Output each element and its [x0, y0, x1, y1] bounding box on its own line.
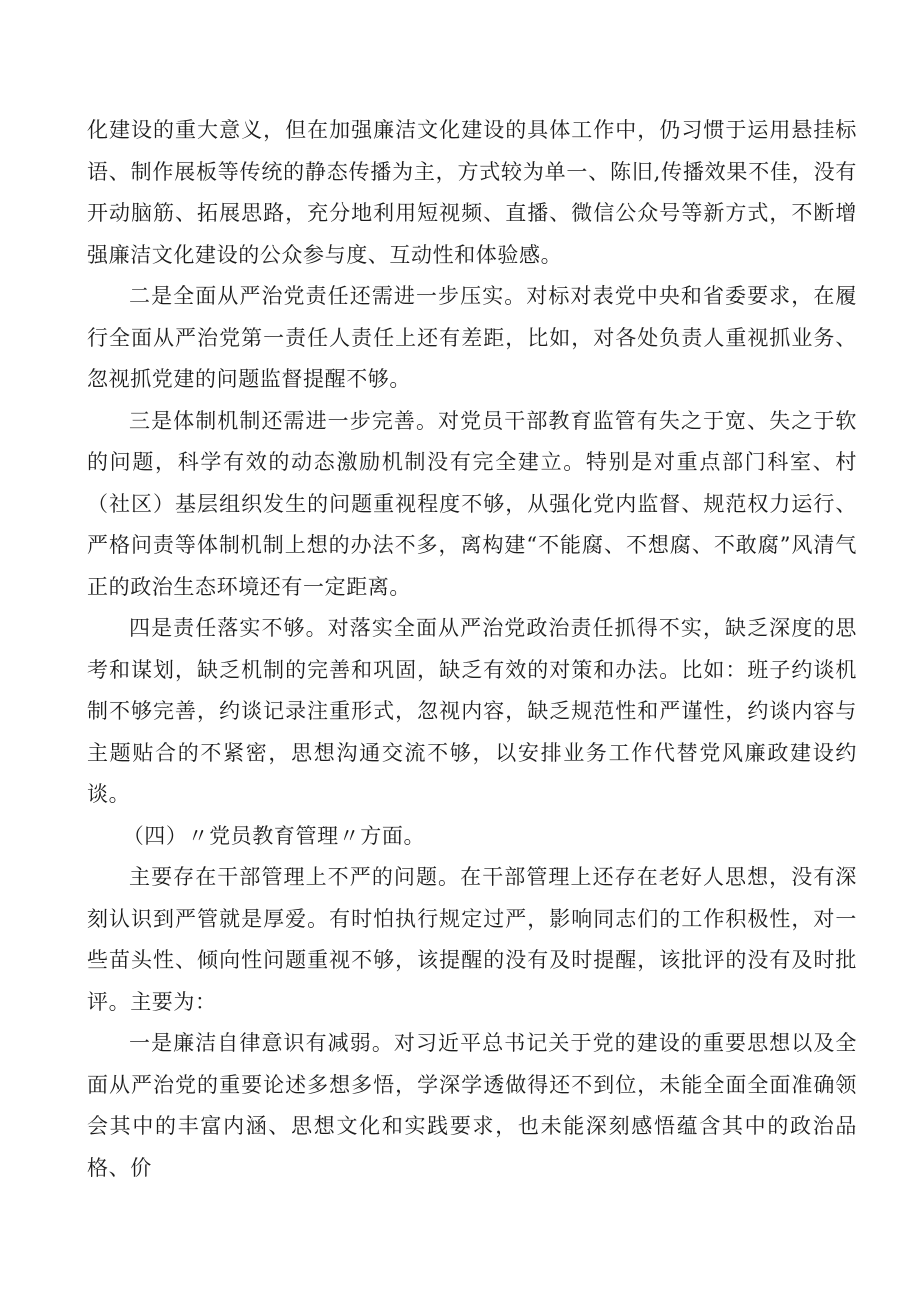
section-heading-four: （四）〃党员教育管理〃方面。: [122, 823, 426, 848]
paragraph-point-two: 二是全面从严治党责任还需进一步压实。对标对表党中央和省委要求，在履行全面从严治党第一责任人责任上还有差距，比如，对各处负责人重视抓业务、忽视抓党建的问题监督提醒不够。: [87, 284, 857, 391]
paragraph-continuation: 化建设的重大意义，但在加强廉洁文化建设的具体工作中，仍习惯于运用悬挂标语、制作展板等传统的静态传播为主，方式较为单一、陈旧,传播效果不佳，没有开动脑筋、拓展思路，充分地利用短视频、直播、微信公众号等新方式，不断增强廉洁文化建设的公众参与度、互动性和体验感。: [87, 118, 857, 267]
paragraph-point-four: 四是责任落实不够。对落实全面从严治党政治责任抓得不实，缺乏深度的思考和谋划，缺乏机制的完善和巩固，缺乏有效的对策和办法。比如：班子约谈机制不够完善，约谈记录注重形式，忽视内容，缺乏规范性和严谨性，约谈内容与主题贴合的不紧密，思想沟通交流不够，以安排业务工作代替党风廉政建设约谈。: [87, 616, 857, 806]
document-body: [87, 110, 857, 1189]
paragraph-section-intro: 主要存在干部管理上不严的问题。在干部管理上还存在老好人思想，没有深刻认识到严管就是厚爱。有时怕执行规定过严，影响同志们的工作积极性，对一些苗头性、倾向性问题重视不够，该提醒的没有及时提醒，该批评的没有及时批评。主要为：: [87, 865, 857, 1014]
paragraph-point-one: 一是廉洁自律意识有减弱。对习近平总书记关于党的建设的重要思想以及全面从严治党的重要论述多想多悟，学深学透做得还不到位，未能全面全面准确领会其中的丰富内涵、思想文化和实践要求，也未能深刻感悟蕴含其中的政治品格、价: [87, 1031, 857, 1180]
paragraph-point-three: 三是体制机制还需进一步完善。对党员干部教育监管有失之于宽、失之于软的问题，科学有效的动态激励机制没有完全建立。特别是对重点部门科室、村（社区）基层组织发生的问题重视程度不够，从强化党内监督、规范权力运行、严格问责等体制机制上想的办法不多，离构建“不能腐、不想腐、不敢腐”风清气正的政治生态环境还有一定距离。: [87, 408, 857, 599]
